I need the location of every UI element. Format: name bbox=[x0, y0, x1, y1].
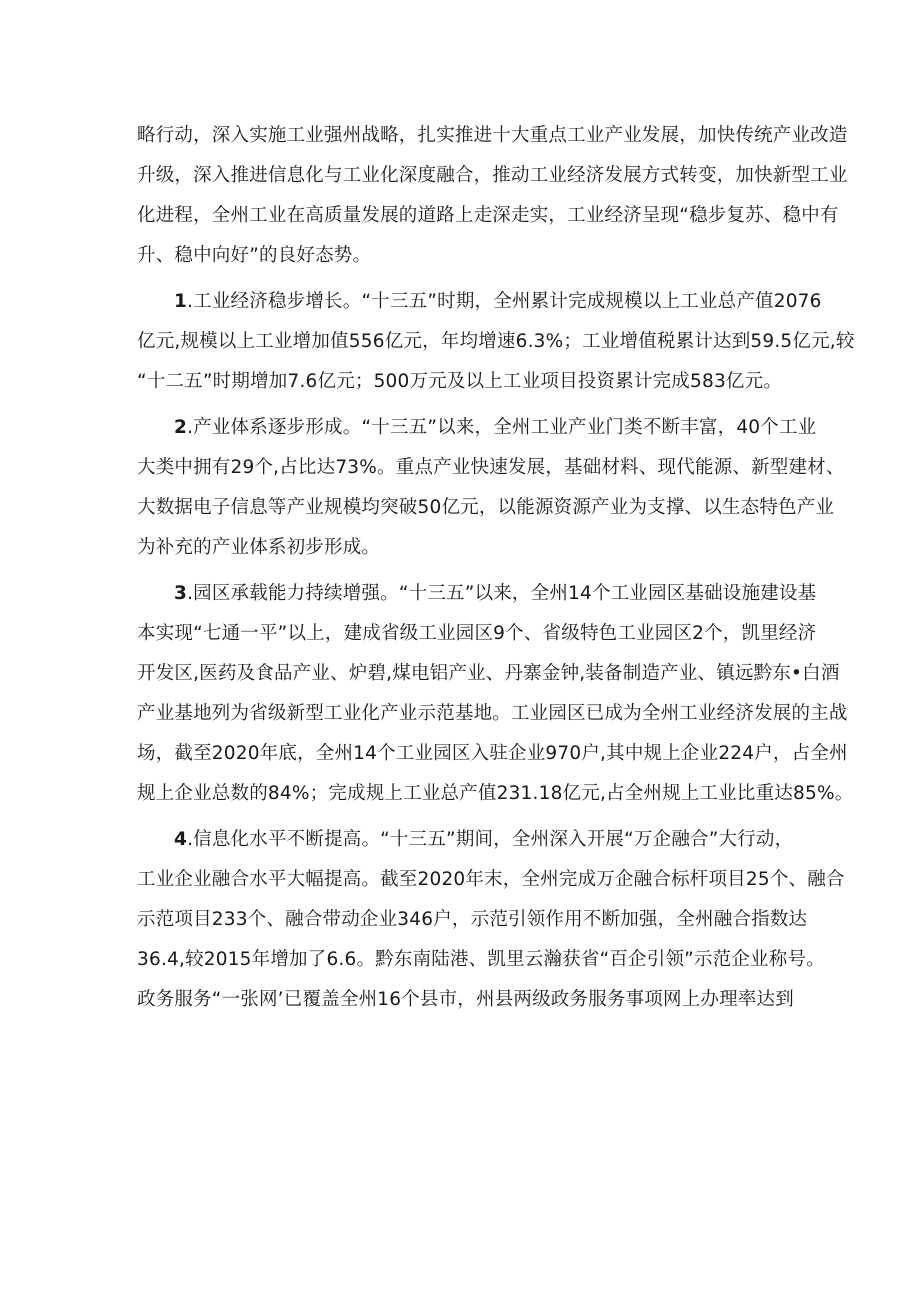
text-line: 亿元,规模以上工业增加值556亿元，年均增速6.3%；工业增值税累计达到59.5亿元,较 bbox=[137, 331, 855, 352]
text-span: .工业经济稳步增长。“十三五”时期，全州累计完成规模以上工业总产值2076 bbox=[187, 291, 822, 312]
item-number: 2 bbox=[174, 417, 188, 438]
text-line: 工业企业融合水平大幅提高。截至2020年末，全州完成万企融合标杆项目25个、融合 bbox=[137, 869, 845, 890]
paragraph-intro bbox=[137, 116, 848, 276]
text-line: 36.4,较2015年增加了6.6。黔东南陆港、凯里云瀚获省“百企引领”示范企业称号。 bbox=[137, 949, 825, 970]
text-line bbox=[137, 408, 817, 448]
text-line: 化进程，全州工业在高质量发展的道路上走深走实，工业经济呈现“稳步复苏、稳中有 bbox=[137, 205, 839, 226]
text-line: 政务服务“一张网’已覆盖全州16个县市，州县两级政务服务事项网上办理率达到 bbox=[137, 989, 794, 1010]
text-line: 开发区,医药及食品产业、炉碧,煤电铝产业、丹寨金钟,装备制造产业、镇远黔东•白酒 bbox=[137, 663, 840, 684]
item-number: 4 bbox=[174, 829, 188, 850]
text-span: .信息化水平不断提高。“十三五”期间，全州深入开展“万企融合”大行动， bbox=[187, 829, 794, 850]
text-line: 升级，深入推进信息化与工业化深度融合，推动工业经济发展方式转变，加快新型工业 bbox=[137, 165, 848, 186]
item-number: 3 bbox=[174, 583, 188, 604]
text-line: 大数据电子信息等产业规模均突破50亿元，以能源资源产业为支撑、以生态特色产业 bbox=[137, 497, 835, 518]
text-line: 本实现“七通一平”以上，建成省级工业园区9个、省级特色工业园区2个，凯里经济 bbox=[137, 623, 817, 644]
item-number: 1 bbox=[174, 291, 188, 312]
text-line: 产业基地列为省级新型工业化产业示范基地。工业园区已成为全州工业经济发展的主战 bbox=[137, 703, 848, 724]
text-line: 示范项目233个、融合带动企业346户，示范引领作用不断加强，全州融合指数达 bbox=[137, 909, 808, 930]
text-line bbox=[137, 282, 822, 322]
text-line: 场，截至2020年底，全州14个工业园区入驻企业970户,其中规上企业224户，占全州 bbox=[137, 743, 848, 764]
text-line: 升、稳中向好”的良好态势。 bbox=[137, 245, 372, 266]
text-line: 规上企业总数的84%；完成规上工业总产值231.18亿元,占全州规上工业比重达85%。 bbox=[137, 783, 854, 804]
paragraph-informatization bbox=[137, 820, 845, 1020]
text-line: 略行动，深入实施工业强州战略，扎实推进十大重点工业产业发展，加快传统产业改造 bbox=[137, 125, 848, 146]
text-line bbox=[137, 820, 797, 860]
text-line bbox=[137, 574, 817, 614]
paragraph-industrial-parks bbox=[137, 574, 854, 814]
text-line: “十二五”时期增加7.6亿元；500万元及以上工业项目投资累计完成583亿元。 bbox=[137, 371, 783, 392]
document-body bbox=[137, 116, 855, 1020]
paragraph-industry-system bbox=[137, 408, 845, 568]
paragraph-industrial-growth bbox=[137, 282, 855, 402]
text-span: .产业体系逐步形成。“十三五”以来，全州工业产业门类不断丰富，40个工业 bbox=[187, 417, 817, 438]
text-span: .园区承载能力持续增强。“十三五”以来，全州14个工业园区基础设施建设基 bbox=[187, 583, 817, 604]
text-line: 大类中拥有29个,占比达73%。重点产业快速发展，基础材料、现代能源、新型建材、 bbox=[137, 457, 845, 478]
text-line: 为补充的产业体系初步形成。 bbox=[137, 537, 381, 558]
